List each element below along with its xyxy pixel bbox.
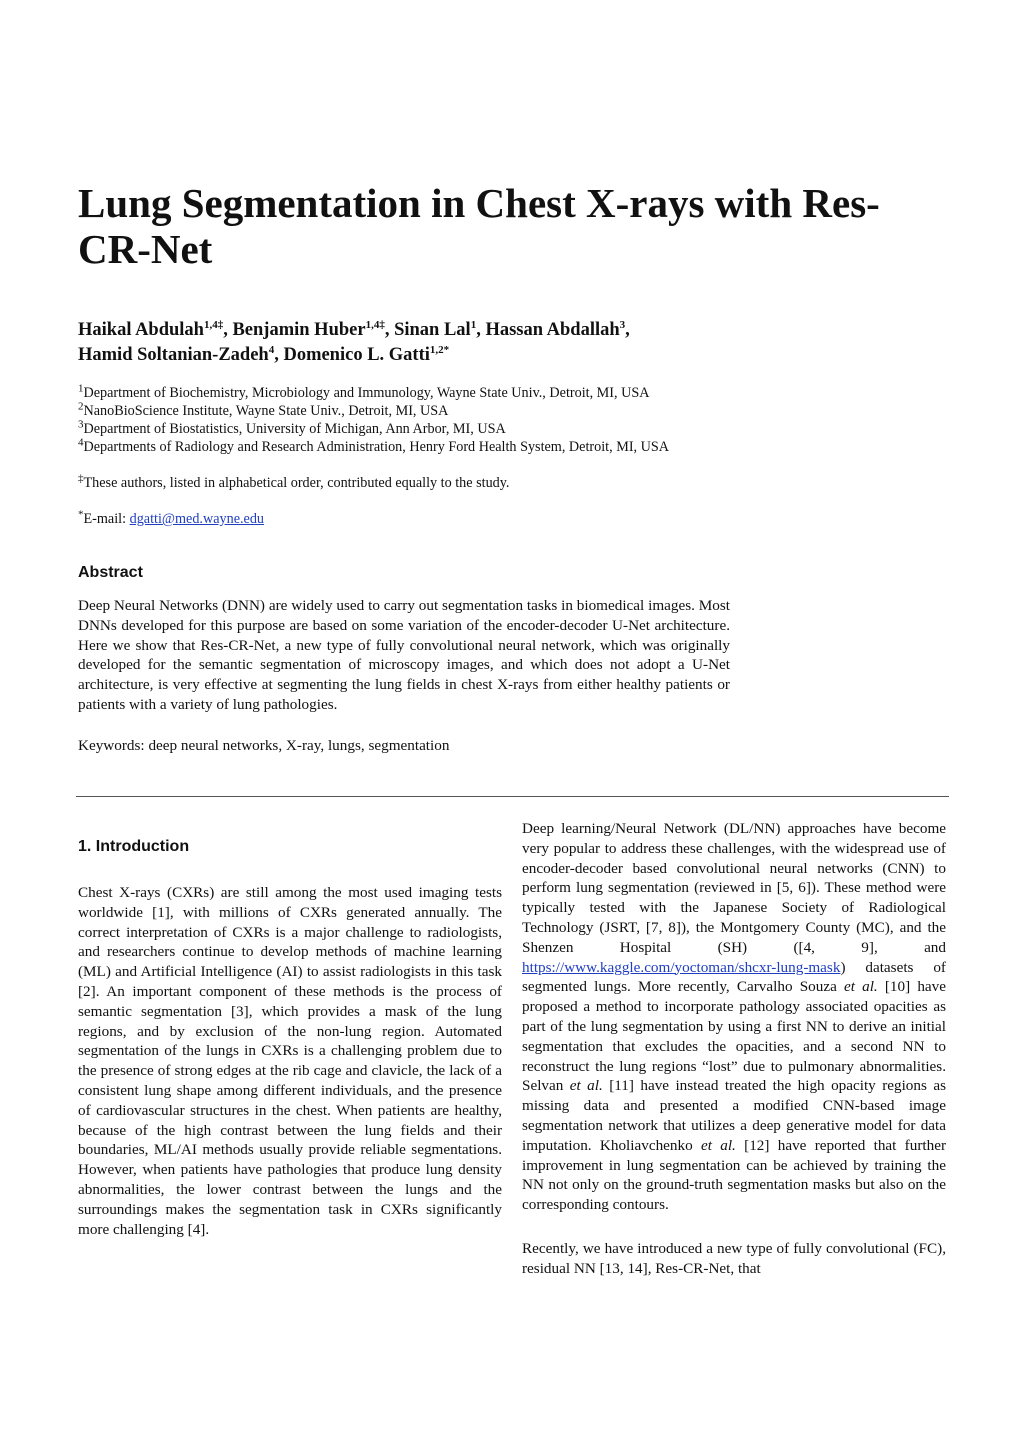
author-line-2 — [78, 343, 948, 368]
corresponding-email: *E-mail: dgatti@med.wayne.edu — [78, 508, 265, 527]
author: Haikal Abdulah$^{1,4\ddagger}$, — [78, 318, 233, 340]
section-divider — [76, 796, 949, 797]
email-link[interactable]: dgatti@med.wayne.edu — [129, 511, 265, 527]
intro-right-column — [522, 819, 946, 1303]
affiliation: $^3$Department of Biostatistics, University of Michigan, Ann Arbor, MI, USA — [78, 418, 506, 437]
intro-left-column: Chest X-rays (CXRs) are still among the most used imaging tests worldwide [1], with millions of CXRs generated annually. The correct interpretation of CXRs is a major challenge to radiologists, and researchers continue to develop methods of machine learning (ML) and Artificial Intelligence (AI) to assist radiologists in this task [2]. An important component of these methods is the process of semantic segmentation [3], which provides a mask of the lung regions, and by exclusion of the non-lung region. Automated segmentation of the lungs in CXRs is a challenging problem due to the presence of strong edges at the rib cage and clavicle, the lack of a consistent lung shape among different individuals, and the presence of cardiovascular structures in the chest. When patients are healthy, because of the high contrast between the lung fields and their boundaries, ML/AI methods usually provide reliable segmentations. However, when patients have pathologies that produce lung density abnormalities, the lower contrast between the lungs and the surroundings makes the segmentation task in CXRs significantly more challenging [4]. — [78, 884, 502, 1238]
affiliation: $^4$Departments of Radiology and Research Administration, Henry Ford Health System, Detroit, MI, USA — [78, 436, 670, 455]
author-line-1 — [78, 318, 948, 343]
keywords: Keywords: deep neural networks, X-ray, lungs, segmentation — [78, 737, 450, 754]
kaggle-dataset-link[interactable]: https://www.kaggle.com/yoctoman/shcxr-lung-mask — [522, 958, 841, 976]
affiliation: $^1$Department of Biochemistry, Microbiology and Immunology, Wayne State Univ., Detroit, MI, USA — [78, 382, 650, 401]
affiliations — [78, 384, 958, 456]
author: Benjamin Huber$^{1,4\ddagger}$, — [232, 318, 395, 340]
affiliation: $^2$NanoBioScience Institute, Wayne State Univ., Detroit, MI, USA — [78, 400, 449, 419]
author: Domenico L. Gatti$^{1,2*}$ — [283, 343, 450, 365]
introduction-heading: 1. Introduction — [78, 838, 190, 855]
intro-paragraph: Recently, we have introduced a new type of fully convolutional (FC), residual NN [13, 14], Res-CR-Net, that — [522, 1239, 946, 1277]
paper-title: Lung Segmentation in Chest X-rays with Res-CR-Net — [78, 180, 880, 272]
abstract-text: Deep Neural Networks (DNN) are widely used to carry out segmentation tasks in biomedical images. Most DNNs developed for this purpose are based on some variation of the encoder-decoder U-Net architecture. Here we show that Res-CR-Net, a new type of fully convolutional neural network, which was originally developed for the semantic segmentation of microscopy images, and which does not adopt a U-Net architecture, is very effective at segmenting the lung fields in chest X-rays from either healthy patients or patients with a variety of lung pathologies. — [78, 597, 730, 713]
author: Hassan Abdallah$^3$, — [485, 318, 630, 340]
author-list — [78, 318, 948, 368]
intro-paragraph: Deep learning/Neural Network (DL/NN) approaches have become very popular to address these challenges, with the widespread use of encoder-decoder based convolutional neural networks (CNN) to perform lung segmentation (reviewed in [5, 6]). These method were typically tested with the Japanese Society of Radiological Technology (JSRT, [7, 8]), the Montgomery County (MC), and the Shenzen Hospital (SH) ([4, 9], and https://www.kaggle.com/yoctoman/shcxr-lung-mask) datasets of segmented lungs. More recently, Carvalho Souza et al. [10] have proposed a method to incorporate pathology associated opacities as part of the lung segmentation by using a first NN to derive an initial segmentation that excludes the opacities, and a second NN to reconstruct the lung regions “lost” due to pulmonary abnormalities. Selvan et al. [11] have instead treated the high opacity regions as missing data and presented a modified CNN-based image segmentation network that utilizes a deep generative model for data imputation. Kholiavchenko et al. [12] have reported that further improvement in lung segmentation can be achieved by training the NN not only on the ground-truth segmentation masks but also on the corresponding contours. — [522, 820, 946, 1214]
equal-contribution-note: ‡These authors, listed in alphabetical order, contributed equally to the study. — [78, 472, 510, 491]
author: Hamid Soltanian-Zadeh$^4$, — [78, 343, 284, 365]
author: Sinan Lal$^1$, — [394, 318, 486, 340]
abstract-heading: Abstract — [78, 564, 143, 581]
